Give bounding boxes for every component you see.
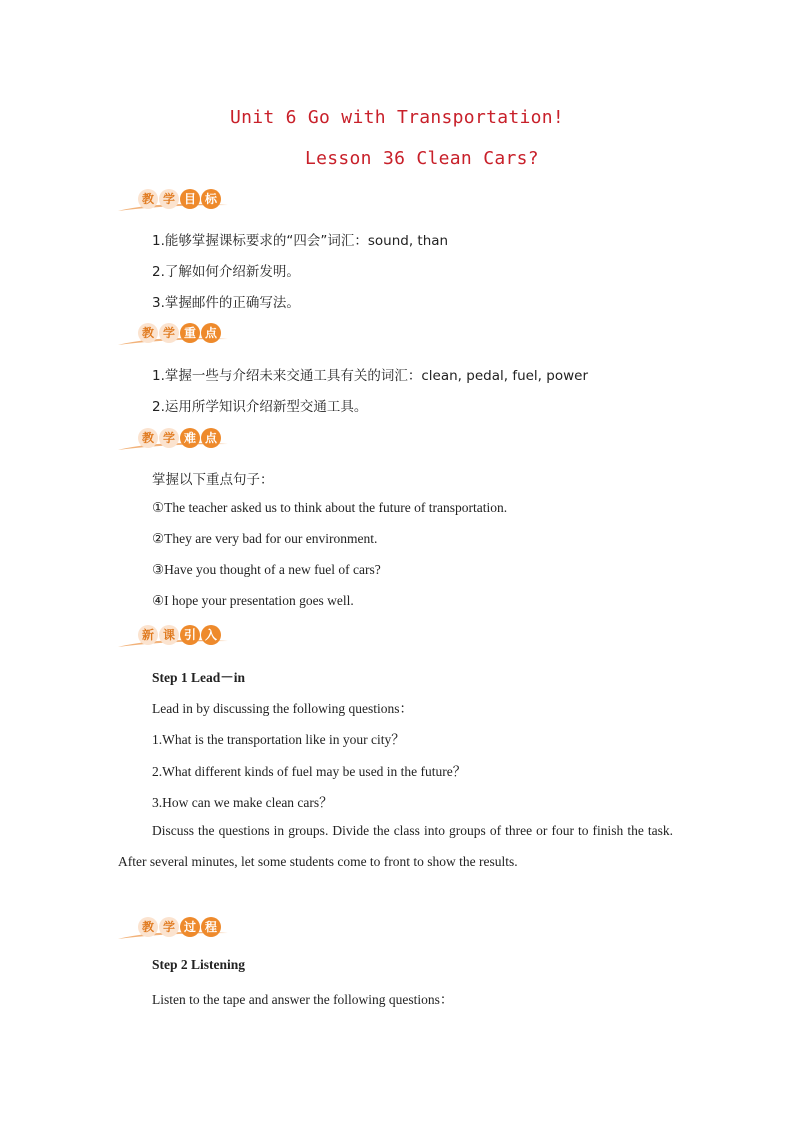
objective-item: 1.能够掌握课标要求的“四会”词汇：sound, than	[152, 233, 449, 249]
lead-in-paragraph: Discuss the questions in groups. Divide the class into groups of three or four to finish the task. After several minutes, let some students come to front to show the results.	[118, 823, 673, 869]
step-2-title: Step 2 Listening	[152, 957, 246, 972]
badge-char: 教	[138, 917, 158, 937]
lesson-title: Lesson 36 Clean Cars?	[305, 148, 539, 169]
key-points-badge	[118, 323, 228, 347]
question-item: 1.What is the transportation like in your city？	[152, 732, 405, 747]
badge-char: 点	[201, 428, 221, 448]
badge-char: 课	[159, 625, 179, 645]
process-badge	[118, 917, 228, 941]
key-point-item: 1.掌握一些与介绍未来交通工具有关的词汇：clean, pedal, fuel, power	[152, 368, 588, 384]
unit-title: Unit 6 Go with Transportation!	[229, 107, 565, 128]
badge-char: 难	[180, 428, 200, 448]
difficulties-intro: 掌握以下重点句子：	[152, 472, 274, 488]
badge-char: 学	[159, 428, 179, 448]
badge-char: 教	[138, 428, 158, 448]
lead-in-badge	[118, 625, 228, 649]
key-sentence: ④I hope your presentation goes well.	[152, 593, 354, 608]
question-item: 2.What different kinds of fuel may be used in the future？	[152, 764, 467, 779]
badge-char: 教	[138, 189, 158, 209]
badge-char: 引	[180, 625, 200, 645]
key-sentence: ①The teacher asked us to think about the future of transportation.	[152, 500, 508, 515]
step-1-title: Step 1 Lead－in	[152, 670, 246, 685]
difficulties-badge	[118, 428, 228, 452]
badge-char: 学	[159, 189, 179, 209]
objective-item: 3.掌握邮件的正确写法。	[152, 295, 300, 311]
badge-char: 新	[138, 625, 158, 645]
objective-item: 2.了解如何介绍新发明。	[152, 264, 300, 280]
key-sentence: ③Have you thought of a new fuel of cars?	[152, 562, 381, 577]
badge-char: 标	[201, 189, 221, 209]
badge-char: 点	[201, 323, 221, 343]
listening-intro: Listen to the tape and answer the following questions：	[152, 992, 454, 1007]
badge-char: 过	[180, 917, 200, 937]
badge-char: 教	[138, 323, 158, 343]
badge-char: 重	[180, 323, 200, 343]
badge-char: 学	[159, 323, 179, 343]
question-item: 3.How can we make clean cars？	[152, 795, 333, 810]
objectives-badge	[118, 189, 228, 213]
badge-char: 目	[180, 189, 200, 209]
key-sentence: ②They are very bad for our environment.	[152, 531, 378, 546]
key-point-item: 2.运用所学知识介绍新型交通工具。	[152, 399, 368, 415]
lead-in-intro: Lead in by discussing the following questions：	[152, 701, 413, 716]
badge-char: 程	[201, 917, 221, 937]
badge-char: 学	[159, 917, 179, 937]
badge-char: 入	[201, 625, 221, 645]
